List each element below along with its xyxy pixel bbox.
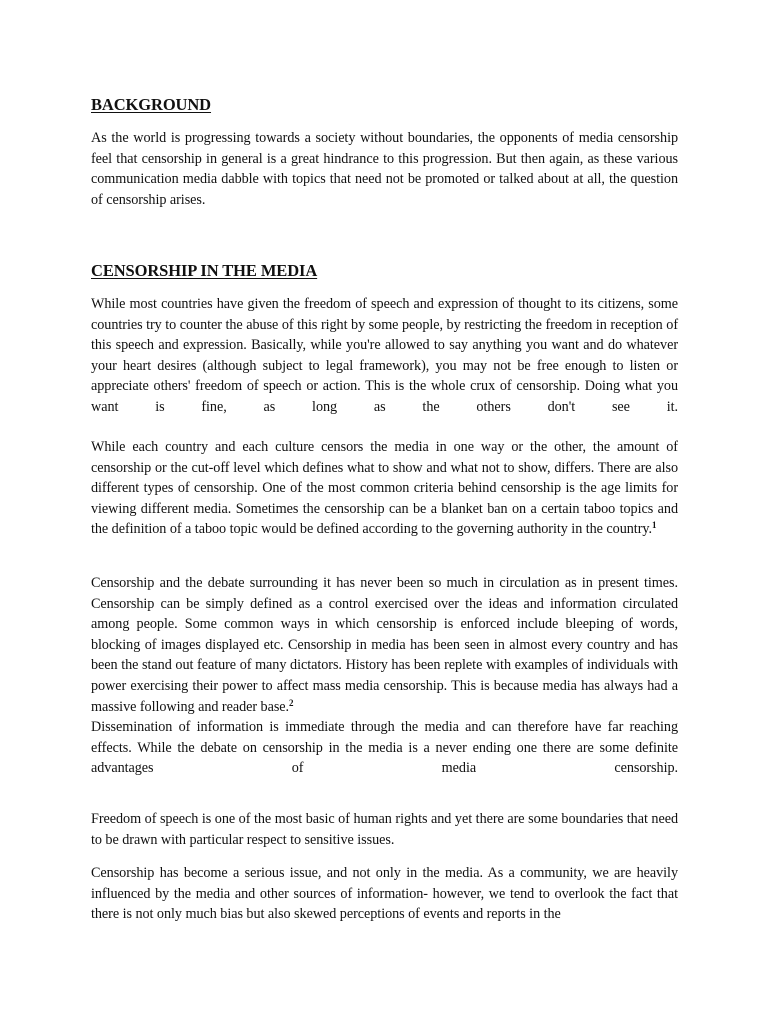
censorship-paragraph-3 [91,573,678,717]
censorship-paragraph-5: Freedom of speech is one of the most basic of human rights and yet there are some boundaries that need to be drawn with particular respect to sensitive issues. [91,811,678,848]
censorship-paragraph-3-text: Censorship and the debate surrounding it has never been so much in circulation as in present times. Censorship can be simply defined as a control exercised over the ideas and information circulated among people. Some common ways in which censorship is enforced include bleeping of words, blocking of images displayed etc. Censorship in media has been seen in almost every country and has been the stand out feature of many dictators. History has been replete with examples of individuals with power exercising their power to affect mass media censorship. This is because media has always had a massive following and reader base. [91,575,678,715]
censorship-paragraph-6: Censorship has become a serious issue, and not only in the media. As a community, we are heavily influenced by the media and other sources of information- however, we tend to overlook the fact that there is not only much bias but also skewed perceptions of events and reports in the [91,865,678,923]
censorship-paragraph-2 [91,437,678,540]
censorship-paragraph-2-text: While each country and each culture censors the media in one way or the other, the amount of censorship or the cut-off level which defines what to show and what not to show, differs. There are also different types of censorship. One of the most common criteria behind censorship is the age limits for viewing different media. Sometimes the censorship can be a blanket ban on a certain taboo topics and the definition of a taboo topic would be defined according to the governing authority in the country. [91,439,678,538]
censorship-paragraph-1: While most countries have given the freedom of speech and expression of thought to its citizens, some countries try to counter the abuse of this right by some people, by restricting the freedom in reception of this speech and expression. Basically, while you're allowed to say anything you want and do whatever your heart desires (although subject to legal framework), you may not be free enough to listen or appreciate others' freedom of speech or action. This is the whole crux of censorship. Doing what you want is fine, as long as the others don't see it. [91,296,678,415]
censorship-paragraph-4: Dissemination of information is immediate through the media and can therefore have far reaching effects. While the debate on censorship in the media is a never ending one there are some definite advantages of media censorship. [91,719,678,777]
footnote-ref-1: 1 [651,520,657,531]
background-paragraph: As the world is progressing towards a society without boundaries, the opponents of media censorship feel that censorship in general is a great hindrance to this progression. But then again, as these various communication media dabble with topics that need not be promoted or talked about at all, the question of censorship arises. [91,130,678,208]
footnote-ref-2: 2 [289,697,294,708]
heading-censorship-in-the-media: CENSORSHIP IN THE MEDIA [91,261,318,280]
heading-background: BACKGROUND [91,95,212,114]
